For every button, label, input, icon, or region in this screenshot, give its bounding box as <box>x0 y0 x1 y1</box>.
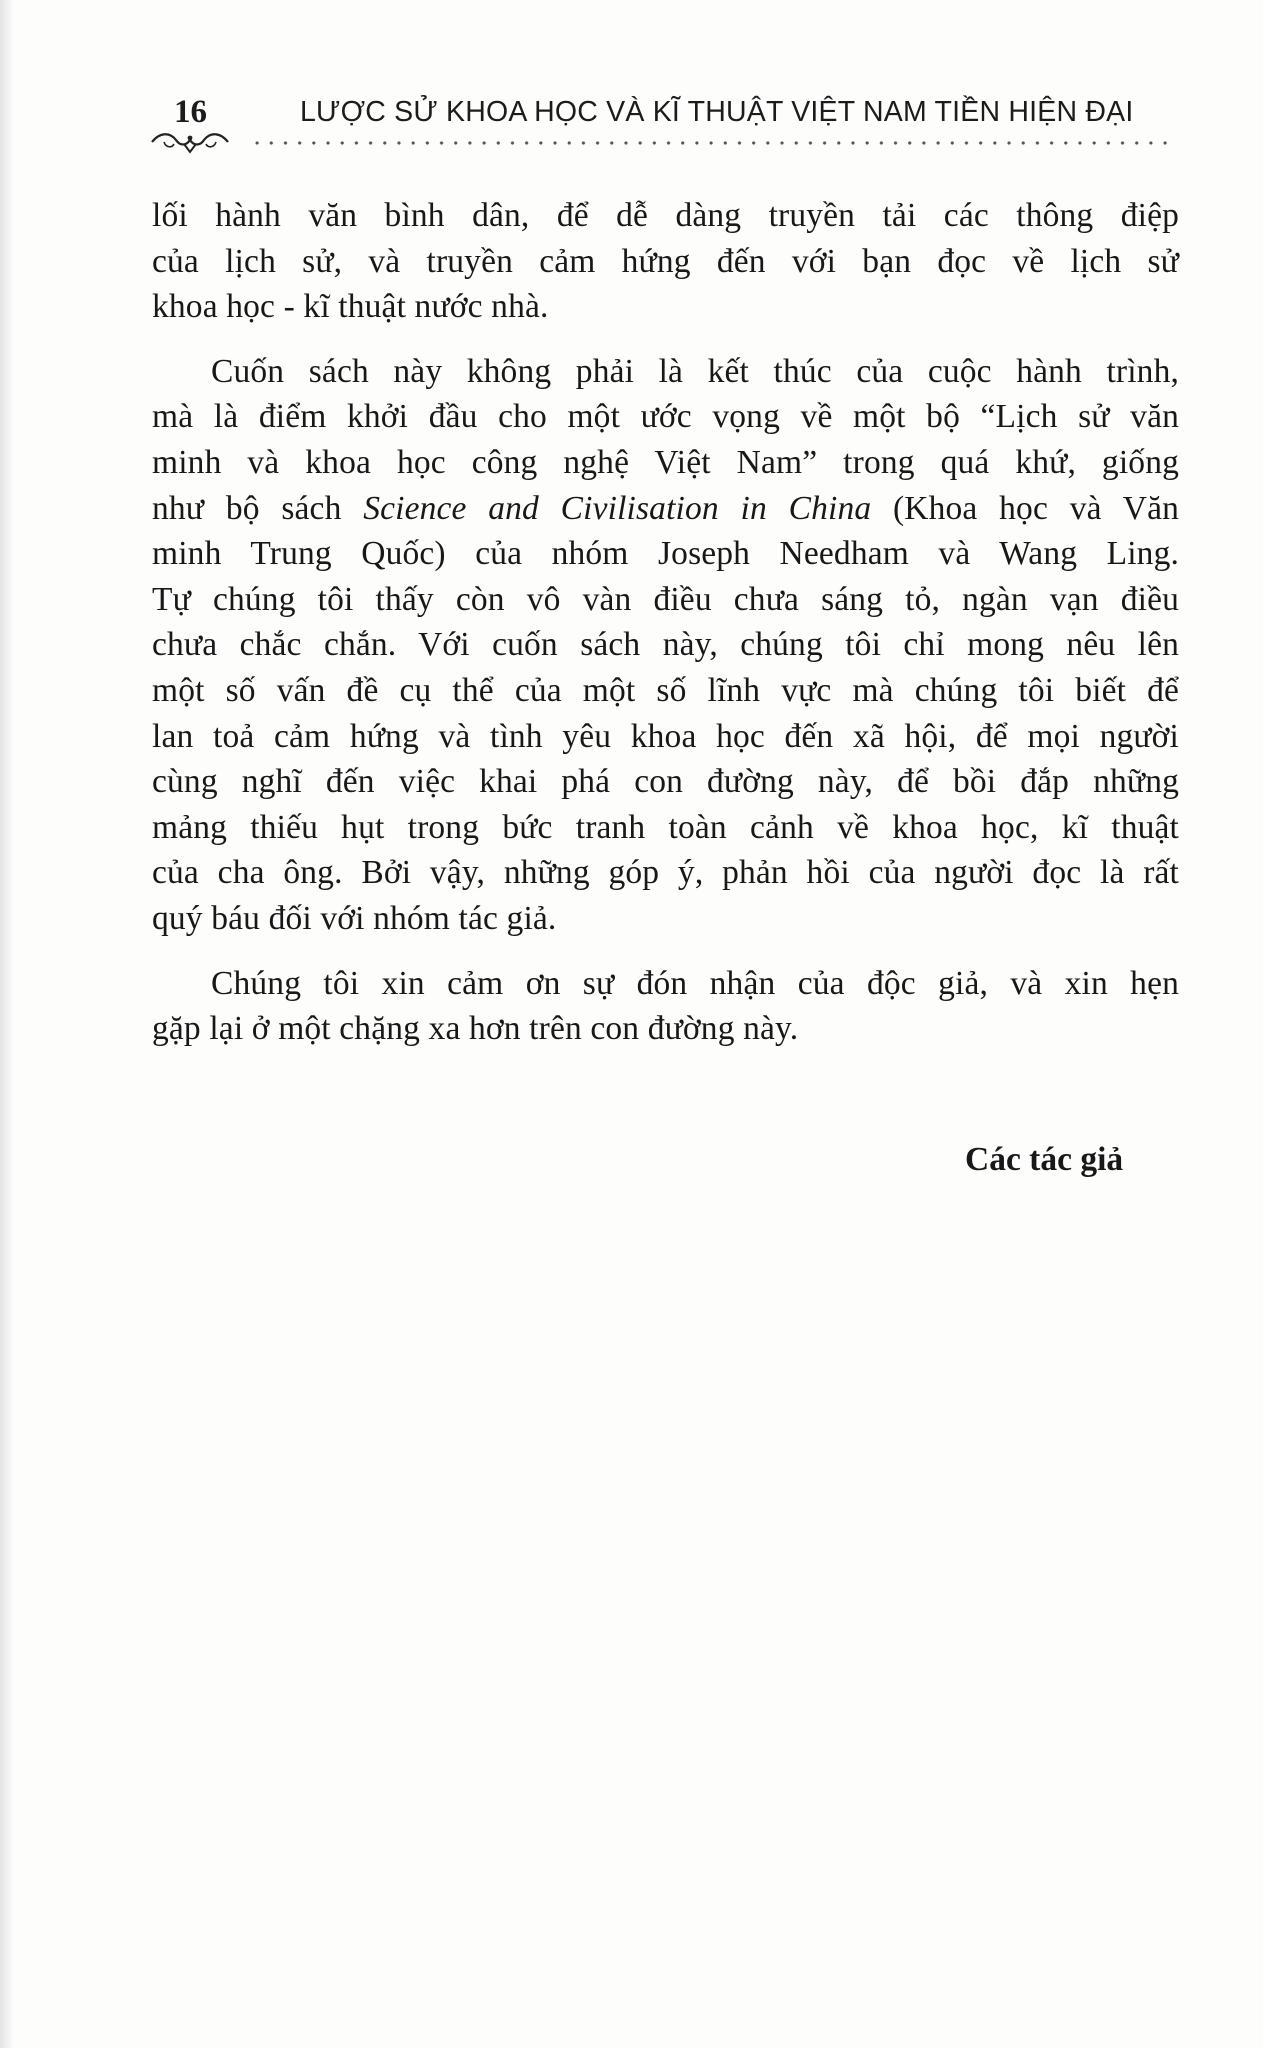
running-header <box>150 92 1170 152</box>
text-line: mà là điểm khởi đầu cho một ước vọng về một bộ “Lịch sử văn <box>152 398 1179 436</box>
text-line: lối hành văn bình dân, để dễ dàng truyền tải các thông điệp <box>152 197 1179 234</box>
text-line: của cha ông. Bởi vậy, những góp ý, phản hồi của người đọc là rất <box>152 854 1179 892</box>
page-number: 16 <box>174 94 207 130</box>
text-segment: như bộ sách <box>152 489 364 527</box>
text-line-with-italic-title <box>152 486 1179 532</box>
book-title-italic: Science and Civilisation in China <box>363 489 872 527</box>
text-line: một số vấn đề cụ thể của một số lĩnh vực mà chúng tôi biết để <box>152 671 1179 709</box>
text-line: quý báu đối với nhóm tác giả. <box>152 899 557 937</box>
page-edge-shadow <box>0 0 14 2048</box>
text-line: cùng nghĩ đến việc khai phá con đường này, để bồi đắp những <box>152 763 1179 801</box>
text-line: minh và khoa học công nghệ Việt Nam” trong quá khứ, giống <box>152 443 1179 481</box>
text-line: chưa chắc chắn. Với cuốn sách này, chúng tôi chỉ mong nêu lên <box>152 626 1179 664</box>
paragraph-1 <box>152 193 1179 330</box>
paragraph-2 <box>152 349 1179 942</box>
text-line: khoa học - kĩ thuật nước nhà. <box>152 288 549 326</box>
dotted-rule <box>250 140 1170 146</box>
paragraph-3 <box>152 961 1179 1052</box>
text-line: của lịch sử, và truyền cảm hứng đến với bạn đọc về lịch sử <box>152 242 1179 280</box>
text-line: Chúng tôi xin cảm ơn sự đón nhận của độc giả, và xin hẹn <box>211 964 1179 1002</box>
flourish-ornament-icon <box>150 128 230 156</box>
running-title: LƯỢC SỬ KHOA HỌC VÀ KĨ THUẬT VIỆT NAM TIỀN HIỆN ĐẠI <box>300 96 1134 128</box>
text-line: gặp lại ở một chặng xa hơn trên con đường này. <box>152 1010 799 1048</box>
text-line: Cuốn sách này không phải là kết thúc của cuộc hành trình, <box>211 352 1179 390</box>
author-signature: Các tác giả <box>965 1141 1124 1178</box>
body-text <box>152 193 1179 1052</box>
text-line: mảng thiếu hụt trong bức tranh toàn cảnh về khoa học, kĩ thuật <box>152 808 1179 846</box>
text-line: minh Trung Quốc) của nhóm Joseph Needham và Wang Ling. <box>152 535 1179 573</box>
text-line: Tự chúng tôi thấy còn vô vàn điều chưa sáng tỏ, ngàn vạn điều <box>152 580 1179 618</box>
text-line: lan toả cảm hứng và tình yêu khoa học đến xã hội, để mọi người <box>152 717 1179 755</box>
text-segment: (Khoa học và Văn <box>871 489 1179 527</box>
